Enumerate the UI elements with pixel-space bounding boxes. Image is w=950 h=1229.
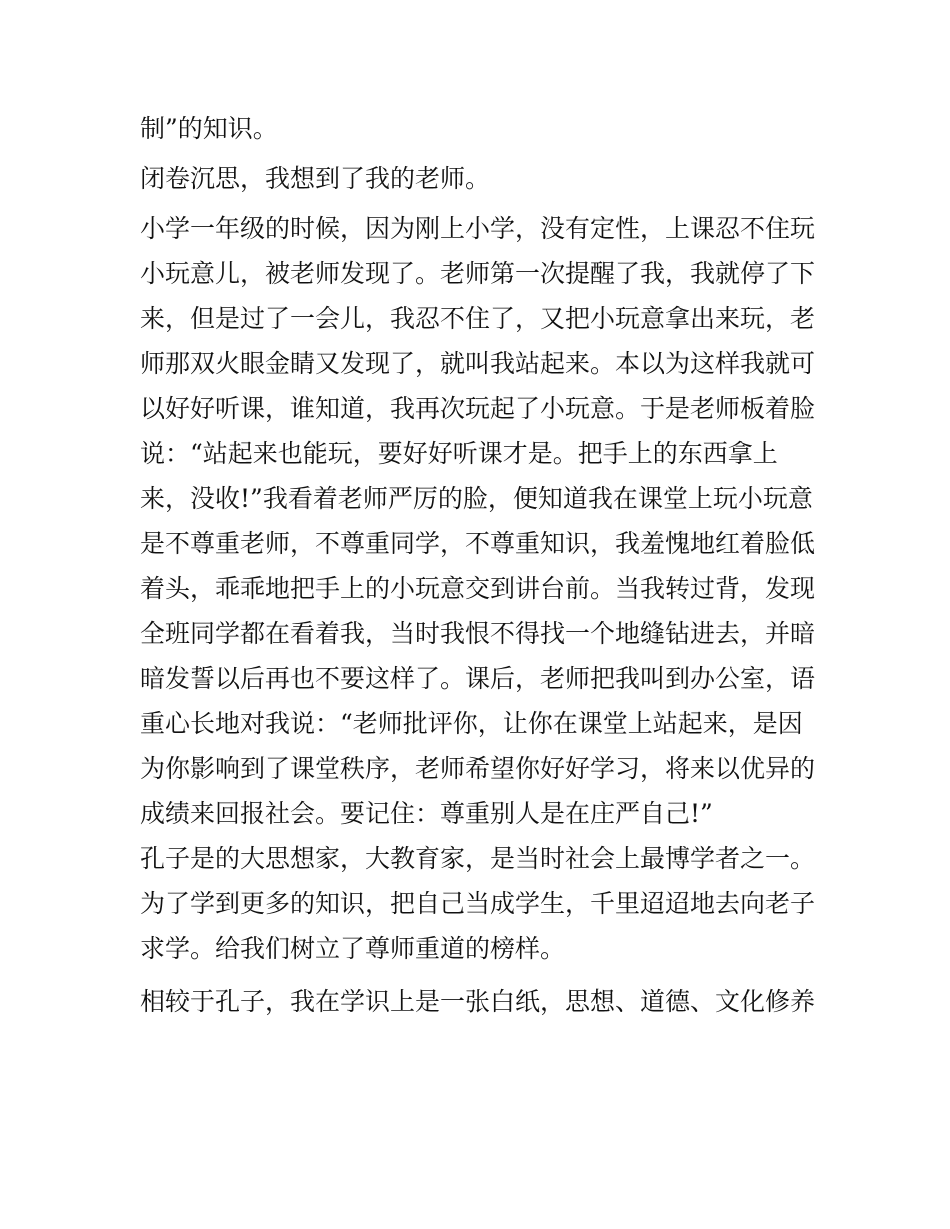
text-line: 成绩来回报社会。要记住：尊重别人是在庄严自己!”: [140, 799, 713, 828]
text-line: 说：“站起来也能玩，要好好听课才是。把手上的东西拿上: [140, 439, 778, 468]
text-line: 为了学到更多的知识，把自己当成学生，千里迢迢地去向老子: [140, 889, 816, 918]
text-line: 小学一年级的时候，因为刚上小学，没有定性，上课忍不住玩: [140, 214, 816, 243]
text-line: 是不尊重老师，不尊重同学，不尊重知识，我羞愧地红着脸低: [140, 529, 816, 558]
text-line: 全班同学都在看着我，当时我恨不得找一个地缝钻进去，并暗: [140, 619, 816, 648]
text-line: 师那双火眼金睛又发现了，就叫我站起来。本以为这样我就可: [140, 349, 816, 378]
body-text: [140, 106, 830, 1024]
text-line: 相较于孔子，我在学识上是一张白纸，思想、道德、文化修养: [140, 987, 816, 1016]
text-line: 来，但是过了一会儿，我忍不住了，又把小玩意拿出来玩，老: [140, 304, 816, 333]
text-line: 为你影响到了课堂秩序，老师希望你好好学习，将来以优异的: [140, 754, 816, 783]
text-line: 闭卷沉思，我想到了我的老师。: [140, 164, 491, 193]
text-line: 着头，乖乖地把手上的小玩意交到讲台前。当我转过背，发现: [140, 574, 816, 603]
text-line: 小玩意儿，被老师发现了。老师第一次提醒了我，我就停了下: [140, 259, 816, 288]
text-line: 重心长地对我说：“老师批评你，让你在课堂上站起来，是因: [140, 709, 803, 738]
text-line: 以好好听课，谁知道，我再次玩起了小玩意。于是老师板着脸: [140, 394, 816, 423]
text-line: 孔子是的大思想家，大教育家，是当时社会上最博学者之一。: [140, 844, 816, 873]
text-line: 求学。给我们树立了尊师重道的榜样。: [140, 934, 566, 963]
text-line: 来，没收!”我看着老师严厉的脸，便知道我在课堂上玩小玩意: [140, 484, 813, 513]
text-line: 暗发誓以后再也不要这样了。课后，老师把我叫到办公室，语: [140, 664, 816, 693]
text-line: 制”的知识。: [140, 114, 278, 143]
